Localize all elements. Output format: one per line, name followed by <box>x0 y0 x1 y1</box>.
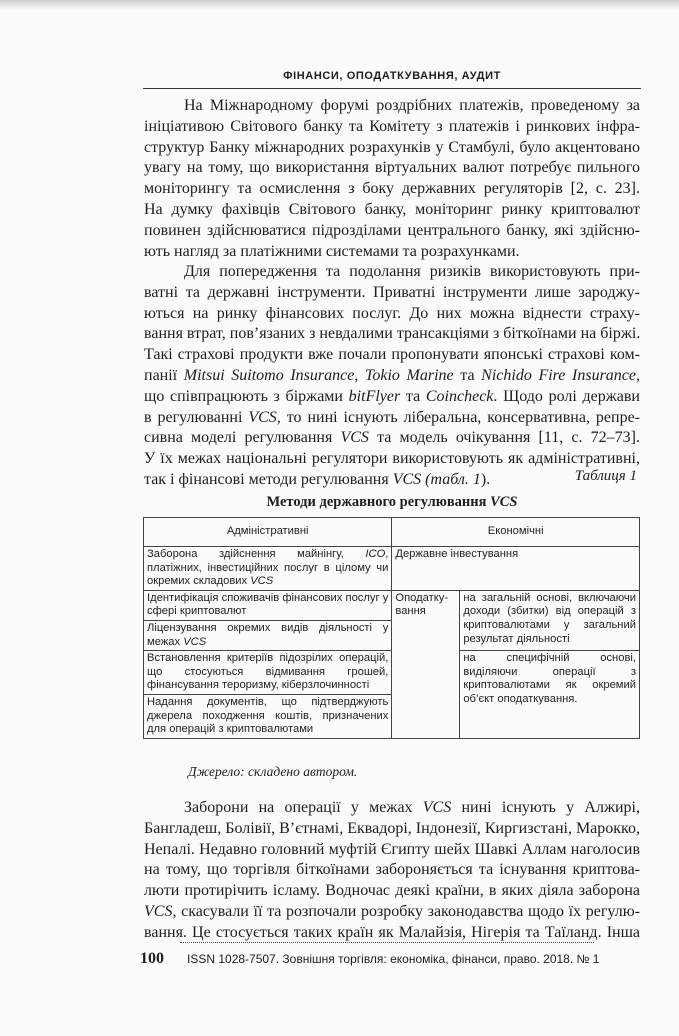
admin-method-cell <box>144 620 392 650</box>
p2-line: вання втрат, пов’язаних з невдалими трансакціями з біткоїнами на біржі. <box>144 325 641 343</box>
exchange-name: bitFlyer <box>348 387 401 405</box>
vcs-term: VCS <box>250 575 274 588</box>
regulation-methods-table <box>143 517 640 739</box>
page-number: 100 <box>140 950 164 967</box>
exchange-name: Coincheck <box>425 387 494 405</box>
text: нині існують у Алжирі, <box>451 799 641 816</box>
text: панії <box>144 366 184 384</box>
admin-method-cell: Надання документів, що підтверджують джерела походження коштів, призначених для операцій з криптовалютами <box>144 694 392 738</box>
p3-line: вання. Це стосується таких країн як Малайзія, Нігерія та Таїланд. Інша <box>144 923 640 941</box>
tax-general-cell: на загальній основі, включаючи доходи (збитки) від операцій з криптовалютами у загальний результат діяльності <box>460 590 640 650</box>
econ-investment-cell: Державне інвестування <box>392 547 640 591</box>
company-name: Tokio Marine <box>364 366 454 384</box>
vcs-term: VCS <box>340 429 369 447</box>
paragraph-2 <box>144 262 640 491</box>
p2-line <box>144 408 640 429</box>
text: в регулюванні <box>144 408 249 426</box>
vcs-term: VCS <box>144 902 173 920</box>
vcs-term: VCS <box>183 635 207 648</box>
p1-line: ініціативою Світового банку та Комітету з платежів і ринкових інфра- <box>144 117 640 135</box>
running-header: ФІНАНСИ, ОПОДАТКУВАННЯ, АУДИТ <box>283 70 501 82</box>
p1-line: увагу на тому, що використання віртуальних валют потребує пильного <box>144 159 640 177</box>
text: Заборона здійснення майнінгу, <box>147 548 366 560</box>
admin-method-cell <box>144 547 392 591</box>
ico-term: ICO <box>365 548 386 560</box>
text: Ліцензування окремих видів діяльності у межах <box>147 621 389 648</box>
text: сивна моделі регулювання <box>144 429 341 447</box>
tax-specific-cell: на специфічній основі, виділяючи операції з криптовалютами як окремий об’єкт оподаткування. <box>460 651 640 739</box>
paragraph-1 <box>144 96 640 262</box>
admin-method-cell: Встановлення критеріїв підозрілих операцій, що стосуються відмивання грошей, фінансування тероризму, кіберзлочинності <box>144 651 392 695</box>
p3-line: на тому, що торгівля біткоїнами забороняється та існування криптова- <box>144 861 640 879</box>
p3-line: Бангладеш, Болівії, В’єтнамі, Еквадорі, Індонезії, Киргизстані, Марокко, <box>144 819 641 837</box>
econ-taxation-cell: Оподатку-вання <box>392 590 460 738</box>
p2-line <box>144 366 640 387</box>
vcs-term: VCS <box>490 494 518 510</box>
table-number: Таблиця 1 <box>574 468 637 484</box>
journal-citation: ISSN 1028-7507. Зовнішня торгівля: економіка, фінанси, право. 2018. № 1 <box>187 952 600 966</box>
vcs-term: VCS <box>422 799 452 816</box>
text: та <box>453 366 482 384</box>
text: , <box>636 366 641 384</box>
p2-line: Для попередження та подолання ризиків використовують при- <box>184 263 640 280</box>
p1-line: повинен здійснюватися підрозділами центрального банку, які здійсню- <box>144 221 640 239</box>
footer-rule <box>180 942 594 943</box>
company-name: Nichido Fire Insurance <box>481 366 637 384</box>
text: ). <box>480 470 491 488</box>
p1-line: структур Банку міжнародних розрахунків у Стамбулі, було акцентовано <box>144 138 640 156</box>
p2-line: ються на ринку фінансових послуг. До них можна віднести страху- <box>144 304 640 322</box>
paragraph-3 <box>144 798 640 944</box>
text: , скасували її та розпочали розробку законодавства щодо їх регулю- <box>172 902 640 920</box>
p2-line: У їх межах національні регулятори використовують як адміністративні, <box>144 450 640 468</box>
p1-line: ють нагляд за платіжними системами та розрахунками. <box>144 242 520 260</box>
p1-line: На Міжнародному форумі роздрібних платежів, проведеному за <box>184 97 640 114</box>
p3-line: Непалі. Недавно головний муфтій Єгипту шейх Шавкі Аллам наголосив <box>144 840 640 858</box>
title-text: Методи державного регулювання <box>266 494 491 510</box>
text: то нині існують ліберальна, консервативна, репре- <box>280 408 640 426</box>
text: , <box>354 366 365 384</box>
table-reference: VCS (табл. 1 <box>392 470 481 488</box>
p3-line <box>144 902 640 923</box>
text: . Щодо ролі держави <box>493 387 640 405</box>
p2-line <box>144 428 640 449</box>
p1-line: моніторингу та осмислення з боку державних регуляторів [2, с. 23]. <box>144 180 640 198</box>
header-rule <box>143 88 641 89</box>
table-title <box>144 494 640 511</box>
p3-line: люти протирічить ісламу. Водночас деякі країни, в яких діяла заборона <box>144 882 640 900</box>
p2-line <box>144 387 640 408</box>
text: Заборони на операції у межах <box>184 799 423 816</box>
table-source: Джерело: складено автором. <box>188 764 358 779</box>
p3-line <box>144 798 640 819</box>
company-name: Mitsui Suitomo Insurance <box>183 366 355 384</box>
text: та <box>400 387 426 405</box>
scan-edge <box>0 0 679 10</box>
text: що співпрацюють з біржами <box>144 387 349 405</box>
vcs-term: VCS, <box>248 408 281 426</box>
text: та модель очікування [11, с. 72–73]. <box>368 429 640 447</box>
column-header-administrative: Адміністративні <box>144 518 392 547</box>
column-header-economic: Економічні <box>392 518 640 547</box>
text: так і фінансові методи регулювання <box>144 470 393 488</box>
p2-line: Такі страхові продукти вже почали пропонувати японські страхові ком- <box>144 346 640 364</box>
p2-line <box>144 470 640 491</box>
p1-line: На думку фахівців Світового банку, моніторинг ринку криптовалют <box>144 200 640 218</box>
p2-line: ватні та державні інструменти. Приватні інструменти лише зароджу- <box>144 283 640 301</box>
text: , платіжних, інвестиційних послуг в цілому чи окремих складових <box>147 548 389 588</box>
admin-method-cell: Ідентифікація споживачів фінансових послуг у сфері криптовалют <box>144 590 392 620</box>
